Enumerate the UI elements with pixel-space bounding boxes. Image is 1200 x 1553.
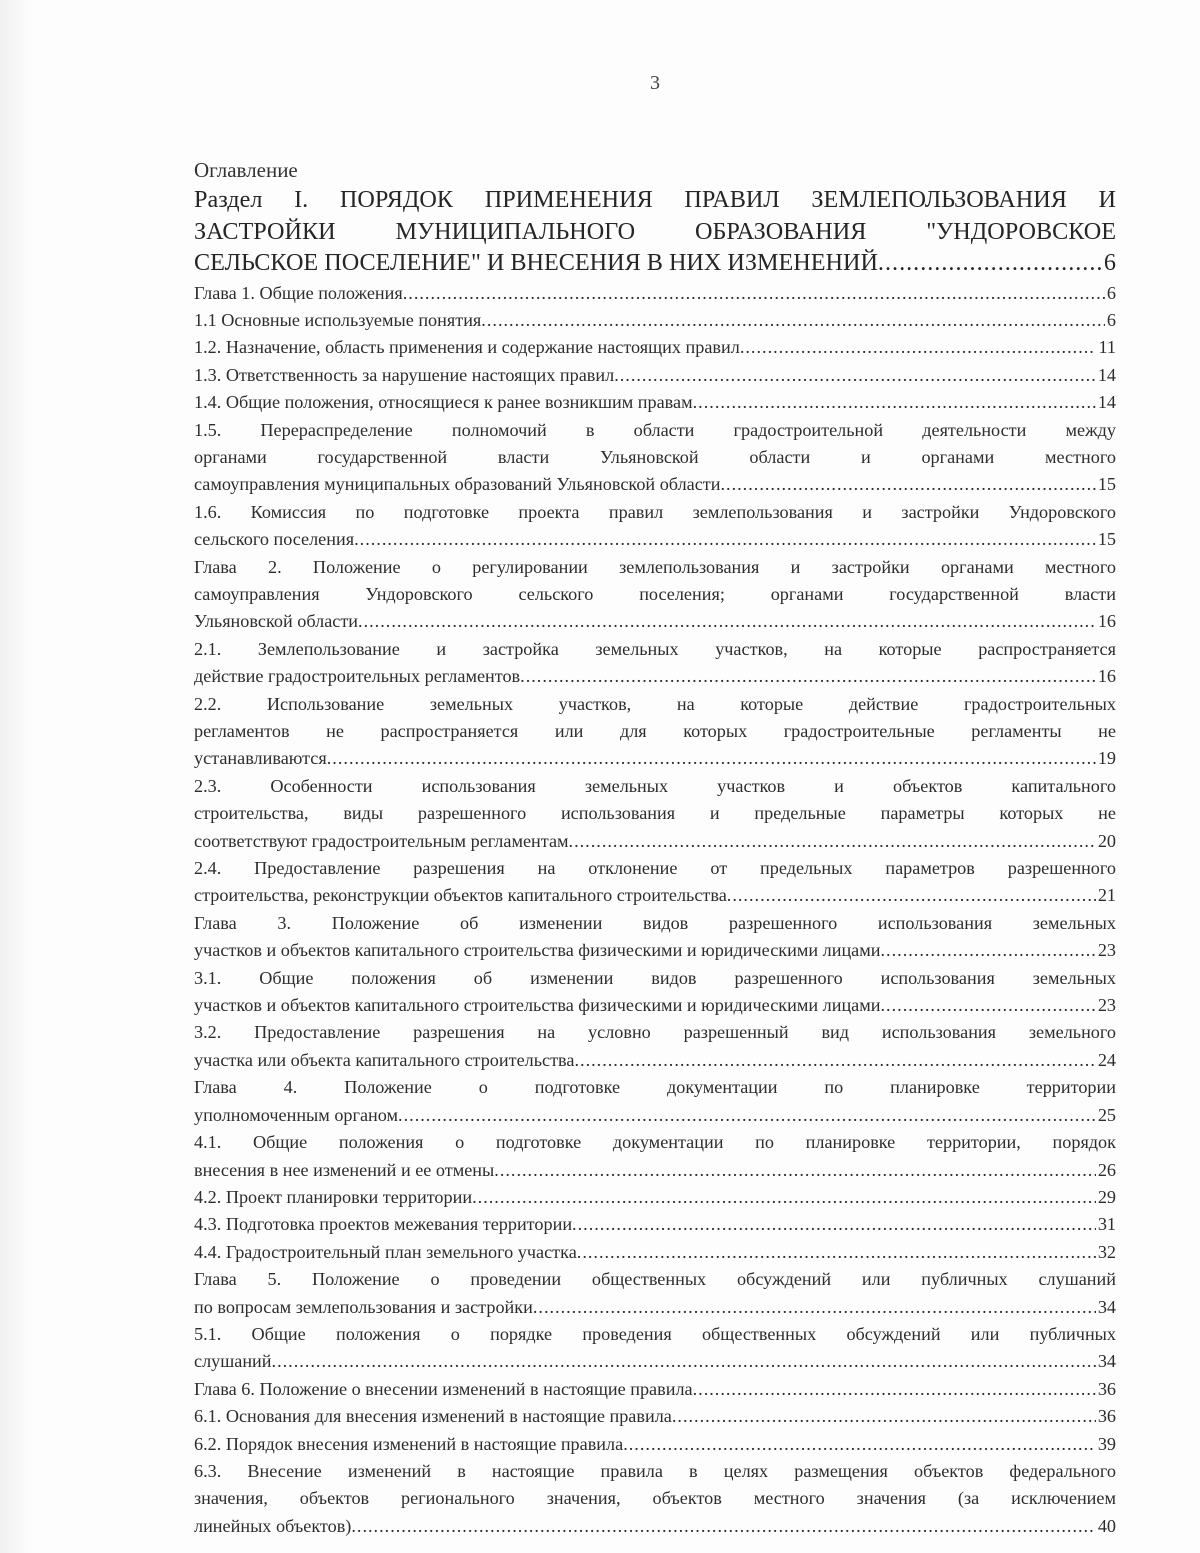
toc-entry-title: самоуправления муниципальных образований Ульяновской области: [194, 474, 721, 495]
toc-page-number: 29: [1097, 1186, 1116, 1207]
toc-entry-title: Глава 6. Положение о внесении изменений в настоящие правила: [194, 1378, 693, 1399]
toc-page-number: 23: [1097, 940, 1116, 961]
toc-page-number: 26: [1097, 1159, 1116, 1180]
toc-entry-line: самоуправления Ундоровского сельского поселения; органами государственной власти: [194, 583, 1116, 604]
toc-entry[interactable]: [194, 855, 1116, 910]
toc-entry-title: Глава 1. Общие положения: [194, 282, 403, 303]
toc-entry-title: уполномоченным органом: [194, 1104, 399, 1125]
toc-entry-title: устанавливаются: [194, 748, 327, 769]
toc-entry[interactable]: [194, 1211, 1116, 1238]
toc-page-number: 31: [1097, 1214, 1116, 1235]
toc-page-number: 14: [1097, 364, 1116, 385]
toc-entry-last-line: [194, 828, 1116, 855]
toc-entry-title: участков и объектов капитального строительства физическими и юридическими лицами: [194, 995, 881, 1016]
dot-leader: [533, 1294, 1096, 1321]
toc-entry-last-line: [194, 1211, 1116, 1238]
toc-entry-last-line: [194, 1239, 1116, 1266]
toc-entry-last-line: [194, 1348, 1116, 1375]
table-of-contents: [194, 156, 1116, 1540]
dot-leader: [481, 307, 1105, 334]
toc-entry[interactable]: [194, 554, 1116, 636]
toc-entry[interactable]: [194, 1458, 1116, 1540]
toc-entry-title: участка или объекта капитального строительства: [194, 1049, 575, 1070]
toc-entry-last-line: [194, 1513, 1116, 1540]
toc-entry[interactable]: [194, 1321, 1116, 1376]
toc-entry-line: 3.2. Предоставление разрешения на условно разрешенный вид использования земельного: [194, 1022, 1116, 1043]
dot-leader: [327, 745, 1096, 772]
toc-entry[interactable]: [194, 280, 1116, 307]
toc-entry-title: участков и объектов капитального строительства физическими и юридическими лицами: [194, 940, 881, 961]
toc-entry-last-line: [194, 1184, 1116, 1211]
dot-leader: [351, 1513, 1095, 1540]
dot-leader: [358, 608, 1096, 635]
dot-leader: [574, 1047, 1095, 1074]
toc-entry-line: 2.2. Использование земельных участков, на которые действие градостроительных: [194, 693, 1116, 714]
toc-entry-title: Ульяновской области: [194, 611, 359, 632]
toc-entry-last-line: [194, 1403, 1116, 1430]
toc-page-number: 16: [1097, 666, 1116, 687]
dot-leader: [398, 1102, 1096, 1129]
toc-entry-line: Глава 2. Положение о регулировании землепользования и застройки органами местного: [194, 556, 1116, 577]
toc-entry-title: 6.1. Основания для внесения изменений в настоящие правила: [194, 1406, 672, 1427]
toc-entry[interactable]: [194, 1266, 1116, 1321]
toc-page-number: 11: [1098, 337, 1116, 358]
toc-page-number: 24: [1097, 1049, 1116, 1070]
toc-page-number: 25: [1097, 1104, 1116, 1125]
toc-entry-title: строительства, реконструкции объектов капитального строительства: [194, 885, 727, 906]
dot-leader: [520, 663, 1096, 690]
dot-leader: [472, 1184, 1096, 1211]
toc-entry-last-line: [194, 389, 1116, 416]
page-number: 3: [650, 72, 660, 94]
toc-entries: [194, 184, 1116, 1540]
toc-page-number: 32: [1097, 1241, 1116, 1262]
toc-heading: Оглавление: [194, 158, 298, 182]
toc-entry[interactable]: [194, 307, 1116, 334]
toc-entry-last-line: [194, 526, 1116, 553]
toc-entry[interactable]: [194, 389, 1116, 416]
toc-entry-title: 4.4. Градостроительный план земельного участка: [194, 1241, 577, 1262]
toc-entry[interactable]: [194, 1403, 1116, 1430]
toc-entry-last-line: [194, 745, 1116, 772]
dot-leader: [720, 471, 1095, 498]
toc-entry-line: 2.4. Предоставление разрешения на отклонение от предельных параметров разрешенного: [194, 858, 1116, 879]
toc-entry-line: значения, объектов регионального значения, объектов местного значения (за исключением: [194, 1488, 1116, 1509]
toc-page-number: 34: [1097, 1351, 1116, 1372]
toc-entry[interactable]: [194, 417, 1116, 499]
toc-entry-line: строительства, виды разрешенного использования и предельные параметры которых не: [194, 803, 1116, 824]
toc-entry-last-line: [194, 937, 1116, 964]
toc-entry[interactable]: [194, 1129, 1116, 1184]
toc-page-number: 15: [1097, 529, 1116, 550]
toc-page-number: 6: [1103, 249, 1116, 276]
toc-entry-line: 5.1. Общие положения о порядке проведения общественных обсуждений или публичных: [194, 1323, 1116, 1344]
toc-section-entry[interactable]: [194, 184, 1116, 279]
dot-leader: [623, 1431, 1096, 1458]
dot-leader: [494, 1157, 1096, 1184]
dot-leader: [693, 389, 1096, 416]
toc-entry-title: 1.2. Назначение, область применения и содержание настоящих правил: [194, 337, 740, 358]
scan-shadow-edge: [0, 0, 34, 1553]
toc-entry-title: СЕЛЬСКОЕ ПОСЕЛЕНИЕ" И ВНЕСЕНИЯ В НИХ ИЗМЕНЕНИЙ: [194, 249, 878, 276]
toc-page-number: 20: [1097, 830, 1116, 851]
toc-entry[interactable]: [194, 334, 1116, 361]
toc-entry-line: регламентов не распространяется или для которых градостроительные регламенты не: [194, 721, 1116, 741]
toc-entry-line: 3.1. Общие положения об изменении видов разрешенного использования земельных: [194, 967, 1116, 988]
toc-entry-last-line: [194, 992, 1116, 1019]
toc-entry[interactable]: [194, 1184, 1116, 1211]
toc-entry[interactable]: [194, 910, 1116, 965]
toc-entry[interactable]: [194, 636, 1116, 691]
toc-entry[interactable]: [194, 965, 1116, 1020]
toc-entry[interactable]: [194, 1074, 1116, 1129]
dot-leader: [693, 1376, 1096, 1403]
toc-entry-line: ЗАСТРОЙКИ МУНИЦИПАЛЬНОГО ОБРАЗОВАНИЯ "УНДОРОВСКОЕ: [194, 217, 1116, 245]
toc-entry-line: 2.1. Землепользование и застройка земельных участков, на которые распространяется: [194, 638, 1116, 659]
toc-entry[interactable]: [194, 1376, 1116, 1403]
dot-leader: [572, 1211, 1096, 1238]
toc-page-number: 36: [1097, 1378, 1116, 1399]
toc-entry-line: Раздел I. ПОРЯДОК ПРИМЕНЕНИЯ ПРАВИЛ ЗЕМЛЕПОЛЬЗОВАНИЯ И: [194, 186, 1116, 213]
dot-leader: [881, 992, 1096, 1019]
dot-leader: [740, 334, 1097, 361]
dot-leader: [569, 828, 1096, 855]
toc-entry-title: сельского поселения: [194, 529, 355, 550]
toc-entry-title: линейных объектов): [194, 1515, 352, 1536]
toc-entry-last-line: [194, 1376, 1116, 1403]
toc-entry-line: Глава 5. Положение о проведении общественных обсуждений или публичных слушаний: [194, 1269, 1116, 1290]
toc-entry-title: 1.3. Ответственность за нарушение настоящих правил: [194, 364, 615, 385]
toc-entry-title: по вопросам землепользования и застройки: [194, 1296, 533, 1317]
toc-entry-line: 2.3. Особенности использования земельных участков и объектов капитального: [194, 775, 1116, 796]
toc-page-number: 16: [1097, 611, 1116, 632]
dot-leader: [272, 1348, 1096, 1375]
dot-leader: [672, 1403, 1096, 1430]
toc-entry[interactable]: [194, 1019, 1116, 1074]
toc-entry-title: действие градостроительных регламентов: [194, 666, 521, 687]
toc-page-number: 34: [1097, 1296, 1116, 1317]
toc-entry-last-line: [194, 608, 1116, 635]
toc-entry-line: Глава 4. Положение о подготовке документации по планировке территории: [194, 1077, 1116, 1098]
toc-page-number: 39: [1097, 1433, 1116, 1454]
toc-page-number: 6: [1106, 309, 1116, 330]
toc-entry-last-line: [194, 471, 1116, 498]
toc-entry-title: 4.3. Подготовка проектов межевания территории: [194, 1214, 573, 1235]
toc-page-number: 6: [1106, 282, 1116, 303]
toc-entry[interactable]: [194, 691, 1116, 773]
toc-entry-last-line: [194, 247, 1116, 279]
toc-entry-last-line: [194, 882, 1116, 909]
toc-entry-line: 4.1. Общие положения о подготовке документации по планировке территории, порядок: [194, 1132, 1116, 1153]
toc-entry-line: 1.6. Комиссия по подготовке проекта правил землепользования и застройки Ундоровского: [194, 501, 1116, 522]
dot-leader: [727, 882, 1096, 909]
toc-entry-title: 1.1 Основные используемые понятия: [194, 309, 482, 330]
toc-entry-last-line: [194, 1294, 1116, 1321]
toc-entry-last-line: [194, 1047, 1116, 1074]
toc-page-number: 14: [1097, 392, 1116, 413]
dot-leader: [354, 526, 1096, 553]
toc-entry-line: 6.3. Внесение изменений в настоящие правила в целях размещения объектов федерального: [194, 1460, 1116, 1481]
toc-page-number: 36: [1097, 1406, 1116, 1427]
toc-entry-title: 1.4. Общие положения, относящиеся к ранее возникшим правам: [194, 392, 693, 413]
toc-page-number: 40: [1097, 1515, 1116, 1536]
toc-entry[interactable]: [194, 1431, 1116, 1458]
toc-entry-line: органами государственной власти Ульяновской области и органами местного: [194, 446, 1116, 467]
toc-entry[interactable]: [194, 773, 1116, 855]
toc-entry-last-line: [194, 280, 1116, 307]
dot-leader: [403, 280, 1105, 307]
toc-entry-last-line: [194, 362, 1116, 389]
dot-leader: [878, 247, 1102, 279]
toc-entry-line: Глава 3. Положение об изменении видов разрешенного использования земельных: [194, 912, 1116, 933]
dot-leader: [577, 1239, 1096, 1266]
toc-entry-title: слушаний: [194, 1351, 272, 1372]
toc-entry-title: внесения в нее изменений и ее отмены: [194, 1159, 495, 1180]
toc-page-number: 21: [1097, 885, 1116, 906]
toc-entry-title: 6.2. Порядок внесения изменений в настоящие правила: [194, 1433, 624, 1454]
toc-entry-line: 1.5. Перераспределение полномочий в области градостроительной деятельности между: [194, 419, 1116, 440]
toc-entry-title: 4.2. Проект планировки территории: [194, 1186, 473, 1207]
toc-entry-title: соответствуют градостроительным регламентам: [194, 830, 569, 851]
toc-page-number: 23: [1097, 995, 1116, 1016]
toc-entry[interactable]: [194, 1239, 1116, 1266]
toc-entry-last-line: [194, 1102, 1116, 1129]
toc-entry-last-line: [194, 307, 1116, 334]
toc-page-number: 19: [1097, 748, 1116, 769]
toc-entry-last-line: [194, 1157, 1116, 1184]
toc-entry[interactable]: [194, 362, 1116, 389]
toc-entry-last-line: [194, 334, 1116, 361]
dot-leader: [881, 937, 1096, 964]
toc-page-number: 15: [1097, 474, 1116, 495]
toc-entry[interactable]: [194, 499, 1116, 554]
toc-entry-last-line: [194, 663, 1116, 690]
toc-entry-last-line: [194, 1431, 1116, 1458]
dot-leader: [614, 362, 1096, 389]
